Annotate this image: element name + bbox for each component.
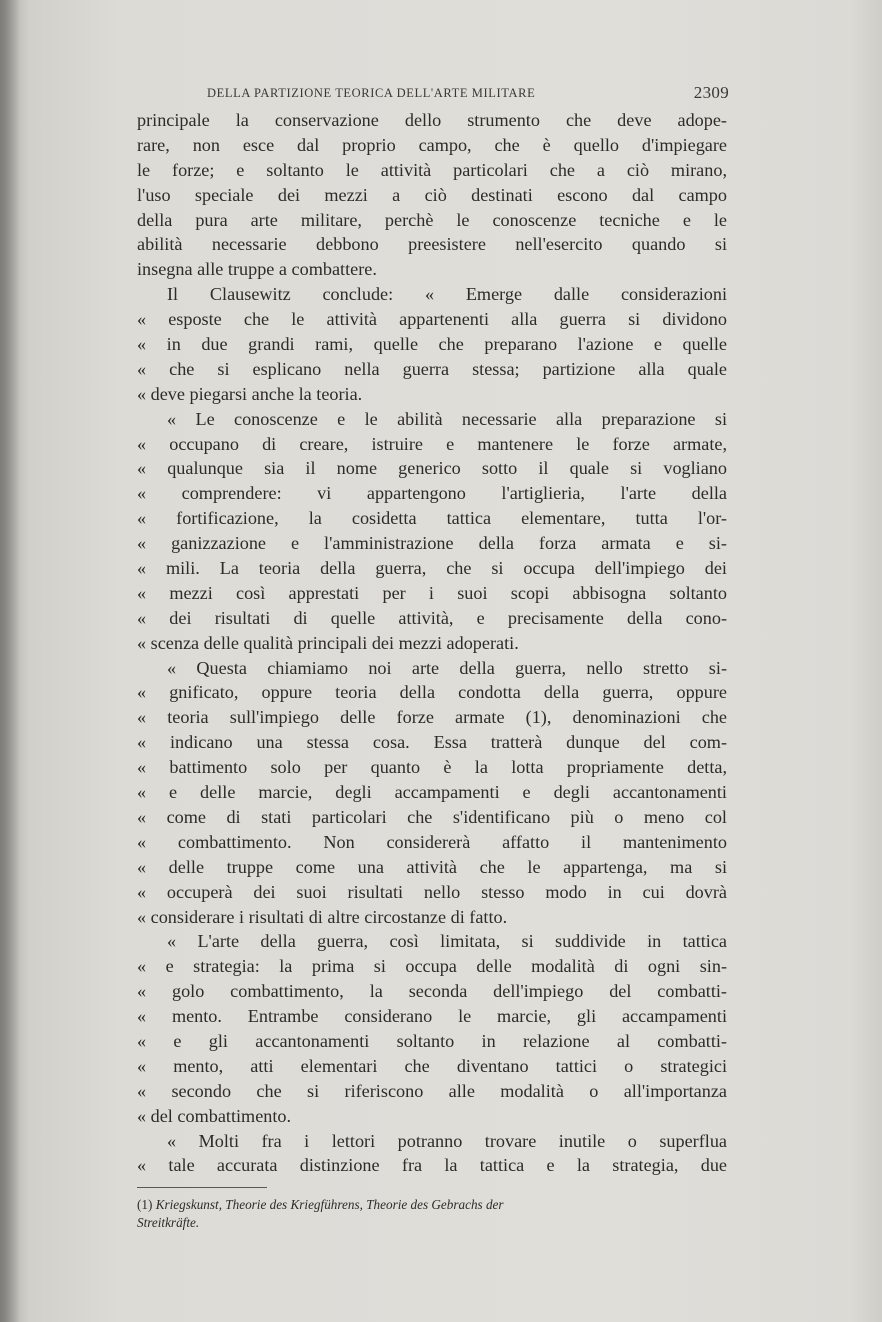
footnote [137,1196,727,1232]
text-line: « combattimento. Non considererà affatto il mantenimento [137,831,727,852]
text-line: « Questa chiamiamo noi arte della guerra, nello stretto si- [167,657,727,678]
page-number: 2309 [693,83,729,102]
text-line: principale la conservazione dello strumento che deve adope- [137,110,727,130]
text-line: « qualunque sia il nome generico sotto il quale si vogliano [137,458,727,479]
text-line: « delle truppe come una attività che le appartenga, ma si [137,856,727,877]
book-gutter-shadow [0,0,20,1322]
running-head [207,83,729,102]
text-line: « comprendere: vi appartengono l'artiglieria, l'arte della [137,483,727,504]
text-line: « esposte che le attività appartenenti alla guerra si dividono [137,309,727,330]
text-line: « deve piegarsi anche la teoria. [137,383,363,404]
text-line: « mezzi così apprestati per i suoi scopi abbisogna soltanto [137,582,727,603]
body-text [137,108,727,1178]
text-line: « occupano di creare, istruire e mantenere le forze armate, [137,433,727,454]
text-line: « e strategia: la prima si occupa delle modalità di ogni sin- [137,956,727,977]
text-line: « mili. La teoria della guerra, che si occupa dell'impiego dei [137,558,727,579]
text-line: « Molti fra i lettori potranno trovare inutile o superflua [167,1130,727,1151]
text-line: le forze; e soltanto le attività particolari che a ciò mirano, [137,159,727,180]
text-line: « mento. Entrambe considerano le marcie, gli accampamenti [137,1006,727,1027]
text-line: « battimento solo per quanto è la lotta propriamente detta, [137,757,727,778]
footnote-marker: (1) [137,1197,153,1212]
footnote-text-continued: Streitkräfte. [137,1215,200,1230]
running-head-title: DELLA PARTIZIONE TEORICA DELL'ARTE MILITARE [207,86,536,100]
text-line: abilità necessarie debbono preesistere nell'esercito quando si [137,234,727,255]
text-line: « ganizzazione e l'amministrazione della forza armata e si- [137,533,727,554]
text-line: Il Clausewitz conclude: « Emerge dalle considerazioni [167,284,727,305]
text-line: « L'arte della guerra, così limitata, si suddivide in tattica [167,931,727,952]
text-line: « e gli accantonamenti soltanto in relazione al combatti- [137,1030,727,1051]
text-line: insegna alle truppe a combattere. [137,259,377,280]
text-line: « scenza delle qualità principali dei mezzi adoperati. [137,632,519,653]
text-line: « teoria sull'impiego delle forze armate (1), denominazioni che [137,707,727,728]
text-line: « tale accurata distinzione fra la tattica e la strategia, due [137,1155,727,1176]
text-line: « in due grandi rami, quelle che preparano l'azione e quelle [137,334,727,355]
text-line: « secondo che si riferiscono alle modalità o all'importanza [137,1080,727,1101]
text-line: « gnificato, oppure teoria della condotta della guerra, oppure [137,682,727,703]
text-line: della pura arte militare, perchè le conoscenze tecniche e le [137,209,727,230]
text-line: « fortificazione, la cosidetta tattica elementare, tutta l'or- [137,508,727,529]
text-line: « mento, atti elementari che diventano tattici o strategici [137,1055,727,1076]
text-line: « e delle marcie, degli accampamenti e degli accantonamenti [137,782,727,803]
footnote-rule [137,1187,267,1188]
text-line: « dei risultati di quelle attività, e precisamente della cono- [137,607,727,628]
text-line: « considerare i risultati di altre circostanze di fatto. [137,906,508,927]
text-line: rare, non esce dal proprio campo, che è quello d'impiegare [137,134,727,155]
text-line: « del combattimento. [137,1105,292,1126]
text-line: « che si esplicano nella guerra stessa; partizione alla quale [137,358,727,379]
text-line: « golo combattimento, la seconda dell'impiego del combatti- [137,981,727,1002]
text-line: « occuperà dei suoi risultati nello stesso modo in cui dovrà [137,881,727,902]
text-line: « come di stati particolari che s'identificano più o meno col [137,806,727,827]
text-line: l'uso speciale dei mezzi a ciò destinati escono dal campo [137,184,727,205]
text-line: « Le conoscenze e le abilità necessarie alla preparazione si [167,408,727,429]
text-line: « indicano una stessa cosa. Essa tratterà dunque del com- [137,732,727,753]
footnote-text: Kriegskunst, Theorie des Kriegführens, Theorie des Gebrachs der [155,1197,504,1212]
